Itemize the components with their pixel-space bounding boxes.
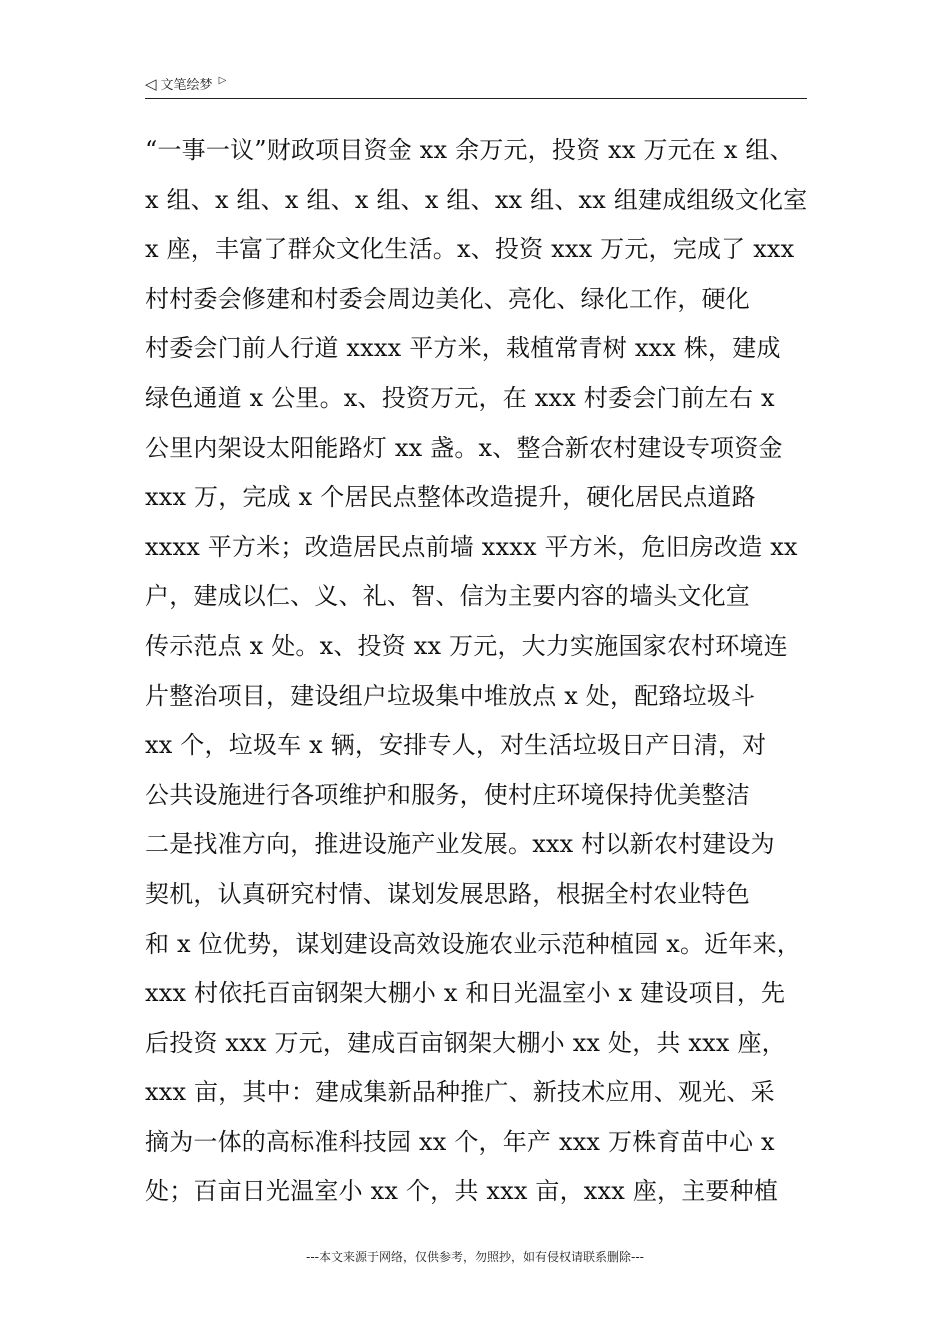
- text-line: 和 x 位优势，谋划建设高效设施农业示范种植园 x。近年来，: [145, 929, 801, 958]
- text-line: 片整治项目，建设组户垃圾集中堆放点 x 处，配臵垃圾斗: [145, 681, 756, 710]
- text-line: xxx 万，完成 x 个居民点整体改造提升，硬化居民点道路: [145, 483, 756, 512]
- text-line: 户，建成以仁、义、礼、智、信为主要内容的墙头文化宣: [145, 582, 750, 611]
- text-line: 村委会门前人行道 xxxx 平方米，栽植常青树 xxx 株，建成: [145, 334, 781, 363]
- text-line: 公共设施进行各项维护和服务，使村庄环境保持优美整洁: [145, 780, 750, 809]
- text-line: 公里内架设太阳能路灯 xx 盏。x、整合新农村建设专项资金: [145, 433, 783, 462]
- text-line: 传示范点 x 处。x、投资 xx 万元，大力实施国家农村环境连: [145, 631, 788, 660]
- text-line: xxx 村依托百亩钢架大棚小 x 和日光温室小 x 建设项目，先: [145, 979, 786, 1008]
- text-line: 摘为一体的高标准科技园 xx 个，年产 xxx 万株育苗中心 x: [145, 1127, 775, 1156]
- text-line: xxxx 平方米；改造居民点前墙 xxxx 平方米，危旧房改造 xx: [145, 532, 798, 561]
- text-line: 村村委会修建和村委会周边美化、亮化、绿化工作，硬化: [145, 284, 750, 313]
- left-triangle-icon: ◁: [145, 74, 157, 93]
- text-line: 二是找准方向，推进设施产业发展。xxx 村以新农村建设为: [145, 830, 775, 859]
- text-line: 处；百亩日光温室小 xx 个，共 xxx 亩，xxx 座，主要种植: [145, 1177, 779, 1206]
- document-body: [145, 126, 835, 1217]
- text-line: “一事一议”财政项目资金 xx 余万元，投资 xx 万元在 x 组、: [145, 136, 794, 164]
- page-header: [145, 72, 807, 99]
- text-line: x 座，丰富了群众文化生活。x、投资 xxx 万元，完成了 xxx: [145, 235, 795, 264]
- text-line: 契机，认真研究村情、谋划发展思路，根据全村农业特色: [145, 879, 750, 908]
- header-title: 文笔绘梦: [160, 78, 213, 93]
- text-line: xx 个，垃圾车 x 辆，安排专人，对生活垃圾日产日清，对: [145, 731, 767, 760]
- text-line: x 组、x 组、x 组、x 组、x 组、xx 组、xx 组建成组级文化室: [145, 185, 808, 214]
- footer-disclaimer: ---本文来源于网络，仅供参考，勿照抄，如有侵权请联系删除---: [306, 1250, 644, 1264]
- text-line: 绿色通道 x 公里。x、投资万元，在 xxx 村委会门前左右 x: [145, 383, 775, 412]
- text-line: xxx 亩，其中：建成集新品种推广、新技术应用、观光、采: [145, 1078, 775, 1107]
- header-brand: [145, 74, 226, 93]
- right-triangle-icon: ▷: [218, 75, 227, 86]
- text-line: 后投资 xxx 万元，建成百亩钢架大棚小 xx 处，共 xxx 座，: [145, 1028, 786, 1057]
